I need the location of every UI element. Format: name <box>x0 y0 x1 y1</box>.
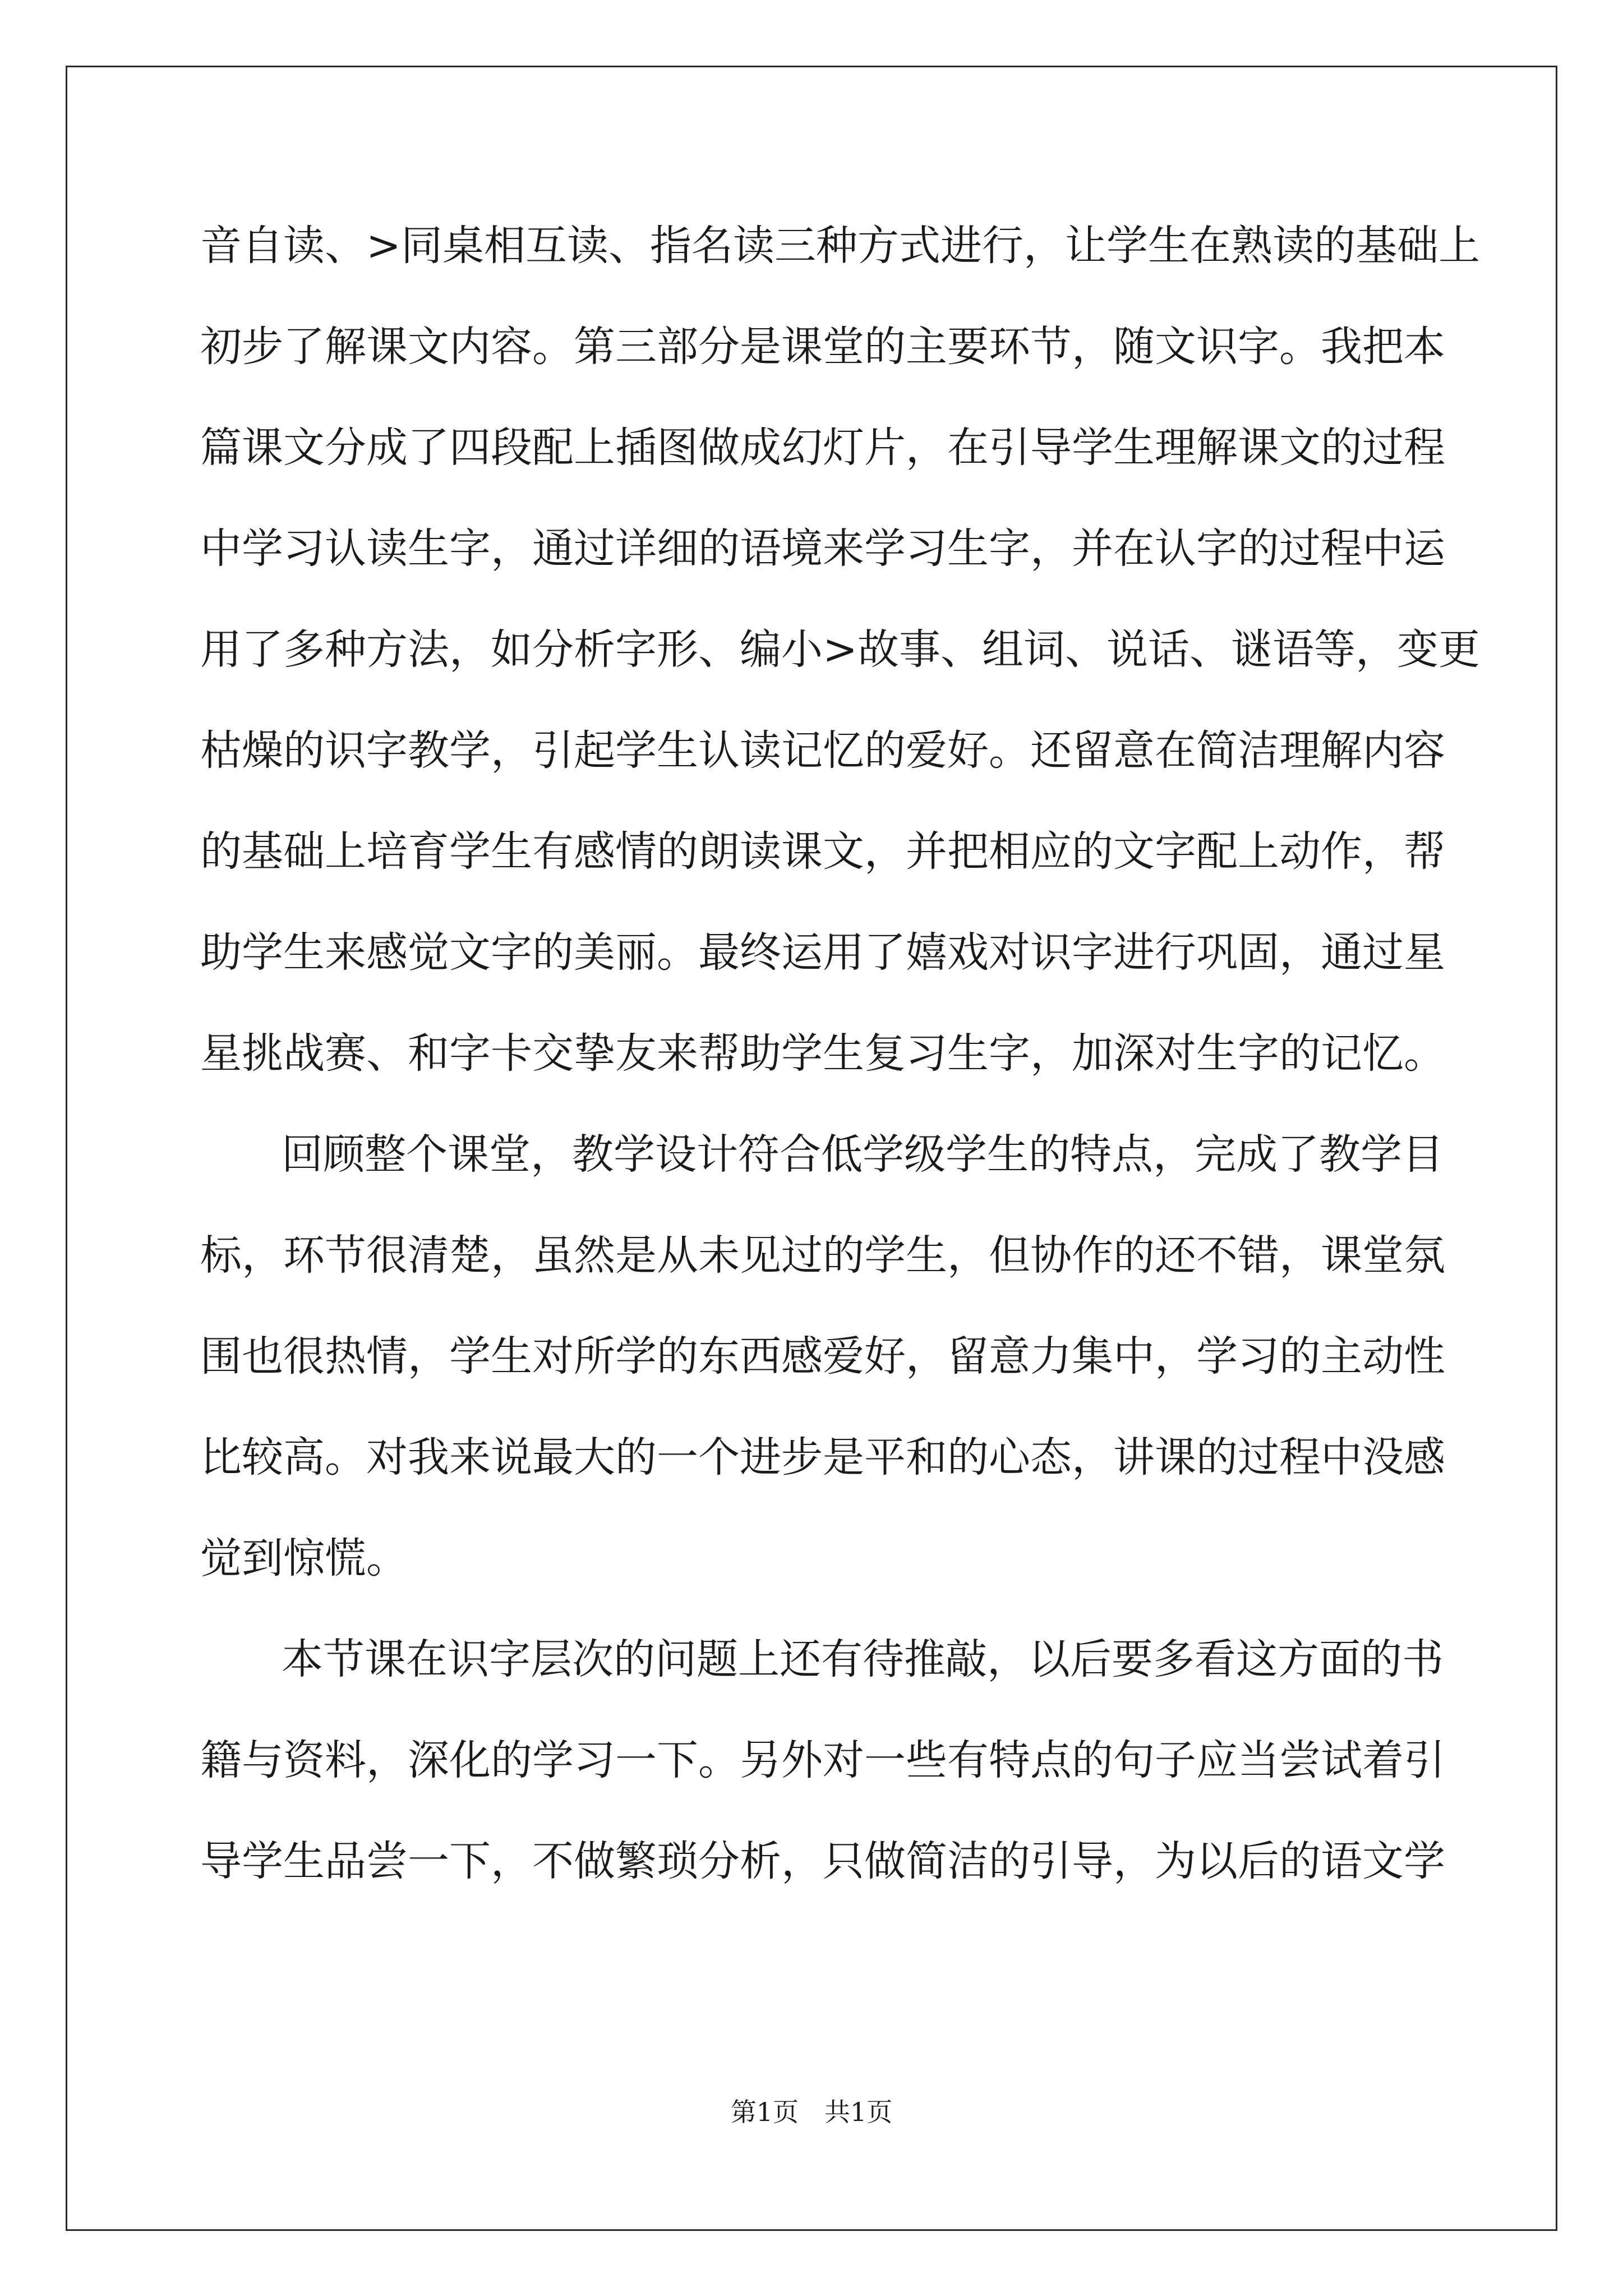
text-line: 导学生品尝一下，不做繁琐分析，只做简洁的引导，为以后的语文学 <box>200 1837 1445 1885</box>
text-line: 觉到惊慌。 <box>200 1534 408 1582</box>
paragraph-first-line: 回顾整个课堂，教学设计符合低学级学生的特点，完成了教学目 <box>282 1130 1444 1179</box>
text-line: 星挑战赛、和字卡交挚友来帮助学生复习生字，加深对生字的记忆。 <box>200 1029 1445 1078</box>
text-line: 籍与资料，深化的学习一下。另外对一些有特点的句子应当尝试着引 <box>200 1736 1445 1784</box>
text-line: 围也很热情，学生对所学的东西感爱好，留意力集中，学习的主动性 <box>200 1332 1445 1381</box>
text-line: 篇课文分成了四段配上插图做成幻灯片，在引导学生理解课文的过程 <box>200 424 1445 472</box>
text-line: 音自读、>同桌相互读、指名读三种方式进行，让学生在熟读的基础上 <box>200 222 1481 270</box>
text-line: 枯燥的识字教学，引起学生认读记忆的爱好。还留意在简洁理解内容 <box>200 726 1445 775</box>
text-line: 的基础上培育学生有感情的朗读课文，并把相应的文字配上动作，帮 <box>200 827 1445 876</box>
text-line: 比较高。对我来说最大的一个进步是平和的心态，讲课的过程中没感 <box>200 1433 1445 1481</box>
text-line: 用了多种方法，如分析字形、编小>故事、组词、说话、谜语等，变更 <box>200 625 1481 674</box>
page-number-footer: 第1页 共1页 <box>730 2097 893 2127</box>
text-line: 初步了解课文内容。第三部分是课堂的主要环节，随文识字。我把本 <box>200 323 1445 371</box>
text-line: 助学生来感觉文字的美丽。最终运用了嬉戏对识字进行巩固，通过星 <box>200 928 1445 977</box>
text-line: 中学习认读生字，通过详细的语境来学习生字，并在认字的过程中运 <box>200 524 1445 573</box>
paragraph-first-line: 本节课在识字层次的问题上还有待推敲，以后要多看这方面的书 <box>282 1635 1444 1683</box>
text-line: 标，环节很清楚，虽然是从未见过的学生，但协作的还不错，课堂氛 <box>200 1231 1445 1280</box>
